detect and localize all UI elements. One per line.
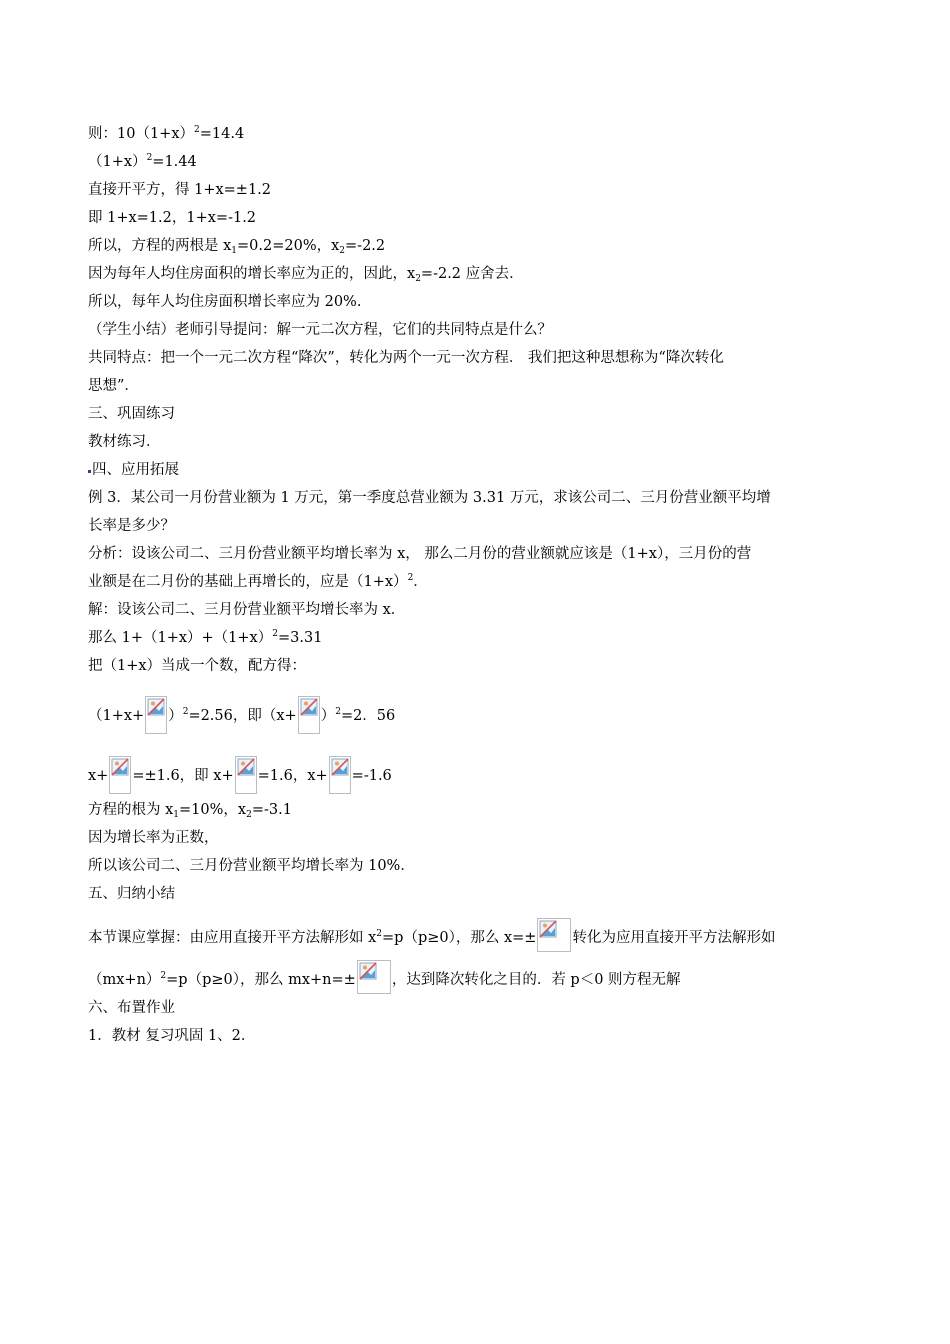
line-analysis: 分析：设该公司二、三月份营业额平均增长率为 x， 那么二月份的营业额就应该是（1+x），三月份的营 [88,546,752,562]
line-example-3: 例 3．某公司一月份营业额为 1 万元，第一季度总营业额为 3.31 万元，求该公司二、三月份营业额平均增 [88,490,771,506]
line-two-roots: 所以，方程的两根是 $x_1=0.2=20\%$，$x_2=-2.2$ [88,238,386,256]
line-summary-2: $(mx+n)^2=p(p\ge 0)$，那么 mx+n=± ，达到降次转化之目的．若 p＜0 则方程无解 [88,960,681,994]
line-equation-3: 那么 $1+(1+x)+(1+x)^2=3.31$ [88,629,323,646]
line-equation-2: $(1+x)^2=1.44$ [88,153,197,170]
line-summary-1: 本节课应掌握：由应用直接开平方法解形如 $x^2=p(p\ge 0)$，那么 x=± 转化为应用直接开平方法解形如 [88,918,775,952]
line-sqrt: 直接开平方，得 1+x=±1.2 [88,182,272,198]
line-complete-square: 把（1+x）当成一个数，配方得： [88,658,307,674]
heading-consolidation: 三、巩固练习 [88,406,175,422]
broken-image-icon [109,756,131,794]
line-growth-rate: 所以，每年人均住房面积增长率应为 20%. [88,294,362,310]
line-student-summary: （学生小结）老师引导提问：解一元二次方程，它们的共同特点是什么？ [88,322,552,338]
line-discard-root: 因为每年人均住房面积的增长率应为正的，因此，$x_2=-2.2$ 应舍去． [88,266,524,284]
line-roots-eq: x+ =±1.6，即 x+ =1.6，x+ =-1.6 [88,756,392,794]
line-common-feature-cont: 思想”． [88,378,139,394]
line-common-feature: 共同特点：把一个一元二次方程“降次”，转化为两个一元一次方程． 我们把这种思想称为“降次转化 [88,350,724,366]
line-equation-1: 则：$10(1+x)^2=14.4$ [88,125,245,142]
heading-homework: 六、布置作业 [88,1000,175,1016]
marker-dot [88,470,91,473]
line-positive-rate: 因为增长率为正数， [88,830,219,846]
heading-summary: 五、归纳小结 [88,886,175,902]
line-two-equations: 即 1+x=1.2，1+x=-1.2 [88,210,257,226]
line-homework-1: 1．教材 复习巩固 1、2． [88,1028,256,1044]
broken-image-icon [329,756,351,794]
broken-image-icon [537,918,571,952]
heading-application: 四、应用拓展 [88,460,179,480]
line-completed-square-eq: （1+x+ ）$^2$=2.56，即（x+ ）$^2$=2．56 [88,696,395,734]
line-analysis-cont: 业额是在二月份的基础上再增长的，应是$(1+x)^2$． [88,573,428,590]
line-equation-roots: 方程的根为 $x_1=10\%$，$x_2=-3.1$ [88,802,292,820]
line-example-3-cont: 长率是多少？ [88,518,175,534]
broken-image-icon [298,696,320,734]
broken-image-icon [235,756,257,794]
line-solution: 解：设该公司二、三月份营业额平均增长率为 x． [88,602,406,618]
broken-image-icon [145,696,167,734]
broken-image-icon [357,960,391,994]
line-conclusion: 所以该公司二、三月份营业额平均增长率为 10%． [88,858,415,874]
line-textbook-exercise: 教材练习． [88,434,161,450]
